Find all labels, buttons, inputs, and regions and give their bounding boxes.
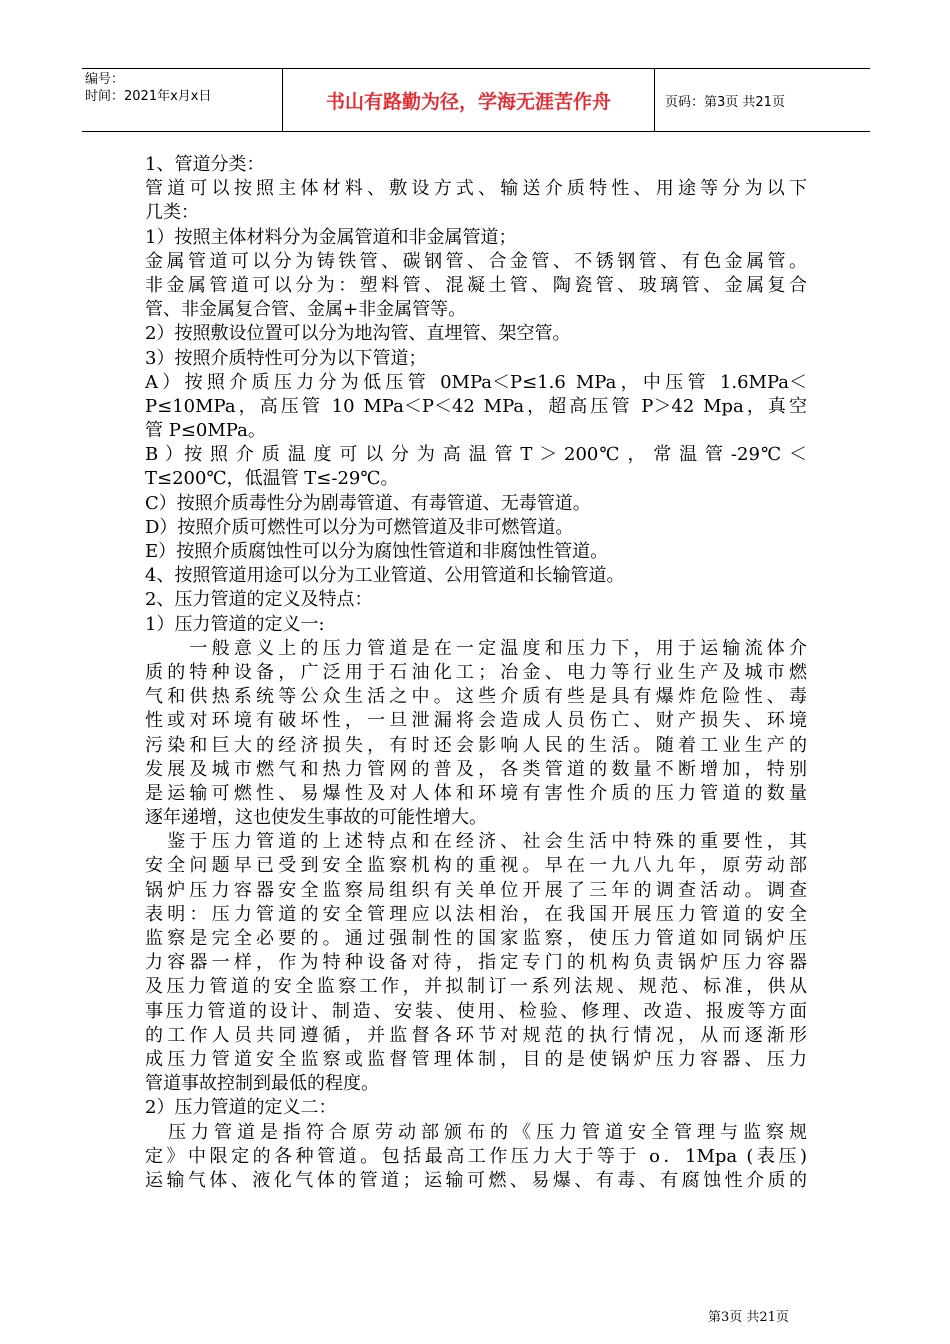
body-line: 管道事故控制到最低的程度。: [145, 1073, 379, 1095]
body-line: 及压力管道的安全监察工作，并拟制订一系列法规、规范、标准，供从: [145, 976, 807, 998]
body-line: A）按照介质压力分为低压管 0MPa＜P≤1.6 MPa，中压管 1.6MPa＜: [145, 371, 807, 393]
body-line: E）按照介质腐蚀性可以分为腐蚀性管道和非腐蚀性管道。: [145, 541, 609, 562]
number-label: 编号：: [85, 72, 125, 87]
body-line: 几类：: [145, 202, 199, 224]
body-line: 表明：压力管道的安全管理应以法相治，在我国开展压力管道的安全: [145, 903, 807, 925]
body-line: 管、非金属复合管、金属+非金属管等。: [145, 299, 467, 321]
body-line: 管 P≤0MPa。: [145, 420, 266, 442]
body-line: 力容器一样，作为特种设备对待，指定专门的机构负责锅炉压力容器: [145, 952, 807, 974]
body-line: C）按照介质毒性分为剧毒管道、有毒管道、无毒管道。: [145, 492, 591, 514]
header-meta: [82, 69, 282, 131]
header-page-code: 页码：第3页 共21页: [665, 94, 785, 110]
body-line: T≤200℃，低温管 T≤-29℃。: [145, 468, 399, 490]
body-line: 非金属管道可以分为：塑料管、混凝土管、陶瓷管、玻璃管、金属复合: [145, 274, 807, 296]
body-line: 是运输可燃性、易爆性及对人体和环境有害性介质的压力管道的数量: [145, 782, 807, 804]
body-line: 1）按照主体材料分为金属管道和非金属管道；: [145, 226, 517, 248]
body-line: 的工作人员共同遵循，并监督各环节对规范的执行情况，从而逐渐形: [145, 1024, 807, 1046]
document-body: [145, 153, 807, 1193]
body-line: 发展及城市燃气和热力管网的普及，各类管道的数量不断增加，特别: [145, 758, 807, 780]
page-header: [82, 68, 870, 132]
body-line: 污染和巨大的经济损失，有时还会影响人民的生活。随着工业生产的: [145, 734, 807, 756]
body-line: P≤10MPa，高压管 10 MPa＜P＜42 MPa，超高压管 P＞42 Mpa，真空: [145, 395, 807, 417]
body-line: 鉴于压力管道的上述特点和在经济、社会生活中特殊的重要性，其: [145, 831, 807, 853]
body-line: 一般意义上的压力管道是在一定温度和压力下，用于运输流体介: [145, 637, 807, 659]
body-line: 2）压力管道的定义二：: [145, 1097, 337, 1119]
body-line: B ）按 照 介 质 温 度 可 以 分 为 高 温 管 T ＞ 200℃ ， 常 温 管 -29℃ ＜: [145, 444, 807, 466]
body-line: 3）按照介质特性可分为以下管道；: [145, 347, 427, 369]
body-line: 运输气体、液化气体的管道；运输可燃、易爆、有毒、有腐蚀性介质的: [145, 1169, 807, 1191]
body-line: 管道可以按照主体材料、敷设方式、输送介质特性、用途等分为以下: [145, 178, 807, 200]
body-line: 压力管道是指符合原劳动部颁布的《压力管道安全管理与监察规: [145, 1121, 807, 1143]
body-line: 定》中限定的各种管道。包括最高工作压力大于等于 o．1Mpa (表压): [145, 1145, 807, 1167]
body-line: 事压力管道的设计、制造、安装、使用、检验、修理、改造、报废等方面: [145, 1000, 807, 1022]
body-line: 质的特种设备，广泛用于石油化工；冶金、电力等行业生产及城市燃: [145, 661, 807, 683]
time-label: 时间：2021年x月x日: [85, 89, 212, 104]
body-line: 2）按照敷设位置可以分为地沟管、直埋管、架空管。: [145, 323, 571, 345]
body-line: 金属管道可以分为铸铁管、碳钢管、合金管、不锈钢管、有色金属管。: [145, 250, 807, 272]
body-line: 气和供热系统等公众生活之中。这些介质有些是具有爆炸危险性、毒: [145, 686, 807, 708]
header-motto: 书山有路勤为径，学海无涯苦作舟: [282, 69, 655, 131]
body-line: 4、按照管道用途可以分为工业管道、公用管道和长输管道。: [145, 565, 625, 587]
body-line: 锅炉压力容器安全监察局组织有关单位开展了三年的调查活动。调查: [145, 879, 807, 901]
body-line: 成压力管道安全监察或监督管理体制，目的是使锅炉压力容器、压力: [145, 1048, 807, 1070]
body-line: 性或对环境有破坏性，一旦泄漏将会造成人员伤亡、财产损失、环境: [145, 710, 807, 732]
body-line: 2、压力管道的定义及特点：: [145, 589, 373, 611]
body-line: D）按照介质可燃性可以分为可燃管道及非可燃管道。: [145, 516, 574, 538]
page-footer: 第3页 共21页: [708, 1310, 789, 1325]
body-line: 1、管道分类：: [145, 154, 265, 175]
body-line: 安全问题早已受到安全监察机构的重视。早在一九八九年，原劳动部: [145, 855, 807, 877]
body-line: 1）压力管道的定义一:: [145, 613, 325, 635]
body-line: 逐年递增，这也使发生事故的可能性增大。: [145, 807, 487, 829]
body-line: 监察是完全必要的。通过强制性的国家监察，使压力管道如同锅炉压: [145, 928, 807, 949]
